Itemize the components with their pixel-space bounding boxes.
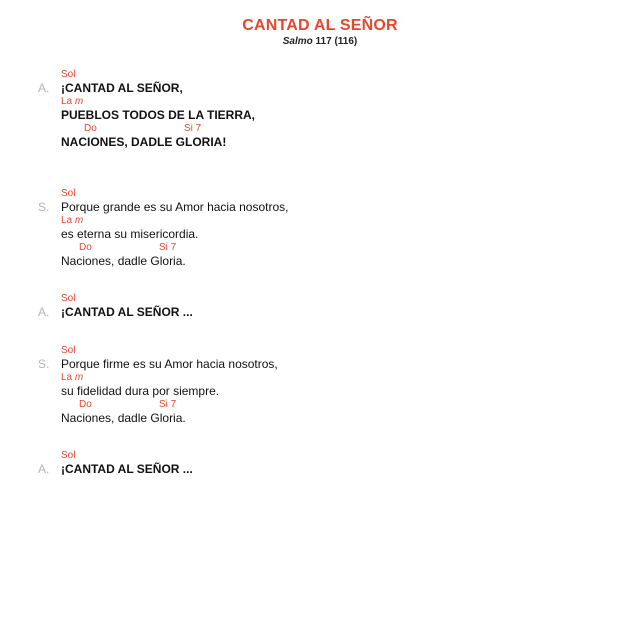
song-title: CANTAD AL SEÑOR (242, 17, 398, 34)
lyric-line (0, 135, 640, 149)
psalm-number: 117 (116) (312, 36, 358, 47)
chord-minor: m (74, 96, 84, 107)
lyric-line (0, 227, 640, 241)
chord-line (0, 449, 640, 462)
chord (61, 214, 83, 227)
lyric-line (0, 200, 640, 214)
song-subtitle (0, 36, 640, 48)
lyric-text: su fidelidad dura por siempre. (61, 384, 220, 398)
lyric-text: ¡CANTAD AL SEÑOR, (61, 81, 183, 95)
lyric-text: NACIONES, DADLE GLORIA! (61, 135, 227, 149)
song-header (0, 17, 640, 48)
chord-line (0, 187, 640, 200)
chord-root: La (61, 372, 75, 383)
chord-line (0, 344, 640, 357)
chord-line (0, 371, 640, 384)
section-label: A. (38, 462, 50, 476)
lyric-text: Naciones, dadle Gloria. (61, 254, 186, 268)
lyric-text: Porque firme es su Amor hacia nosotros, (61, 357, 278, 371)
lyric-line (0, 384, 640, 398)
chord-root: La (61, 215, 75, 226)
psalm-word: Salmo (282, 36, 313, 47)
lyric-line (0, 411, 640, 425)
lyric-text: ¡CANTAD AL SEÑOR ... (61, 305, 193, 319)
chord: Do (84, 123, 97, 134)
section-label: A. (38, 81, 50, 95)
lyric-line (0, 254, 640, 268)
chord-line (0, 241, 640, 254)
chord-minor: m (74, 372, 84, 383)
chord: Si 7 (184, 123, 202, 134)
chord: Sol (61, 69, 76, 80)
section-antiphon-2 (0, 292, 640, 319)
chord-root: La (61, 96, 75, 107)
lyric-line (0, 462, 640, 476)
section-label: S. (38, 200, 50, 214)
chord-line (0, 95, 640, 108)
chord: Do (79, 399, 92, 410)
chord (61, 371, 83, 384)
chord-line (0, 122, 640, 135)
section-stanza-1 (0, 187, 640, 268)
section-antiphon-3 (0, 449, 640, 476)
chord: Sol (61, 293, 76, 304)
section-stanza-2 (0, 344, 640, 425)
lyric-text: ¡CANTAD AL SEÑOR ... (61, 462, 193, 476)
lyric-line (0, 357, 640, 371)
chord: Sol (61, 188, 76, 199)
lyric-text: Naciones, dadle Gloria. (61, 411, 186, 425)
lyric-line (0, 305, 640, 319)
lyric-text: es eterna su misericordia. (61, 227, 199, 241)
chord-minor: m (74, 215, 84, 226)
chord (61, 95, 83, 108)
lyric-text: PUEBLOS TODOS DE LA TIERRA, (61, 108, 256, 122)
chord-line (0, 398, 640, 411)
chord-line (0, 292, 640, 305)
chord-line (0, 214, 640, 227)
chord: Sol (61, 345, 76, 356)
chord: Si 7 (159, 399, 177, 410)
lyric-line (0, 81, 640, 95)
lyric-text: Porque grande es su Amor hacia nosotros, (61, 200, 289, 214)
section-label: S. (38, 357, 50, 371)
section-label: A. (38, 305, 50, 319)
chord: Si 7 (159, 242, 177, 253)
section-antiphon-1 (0, 68, 640, 149)
chord: Sol (61, 450, 76, 461)
chord-line (0, 68, 640, 81)
lyric-line (0, 108, 640, 122)
chord: Do (79, 242, 92, 253)
